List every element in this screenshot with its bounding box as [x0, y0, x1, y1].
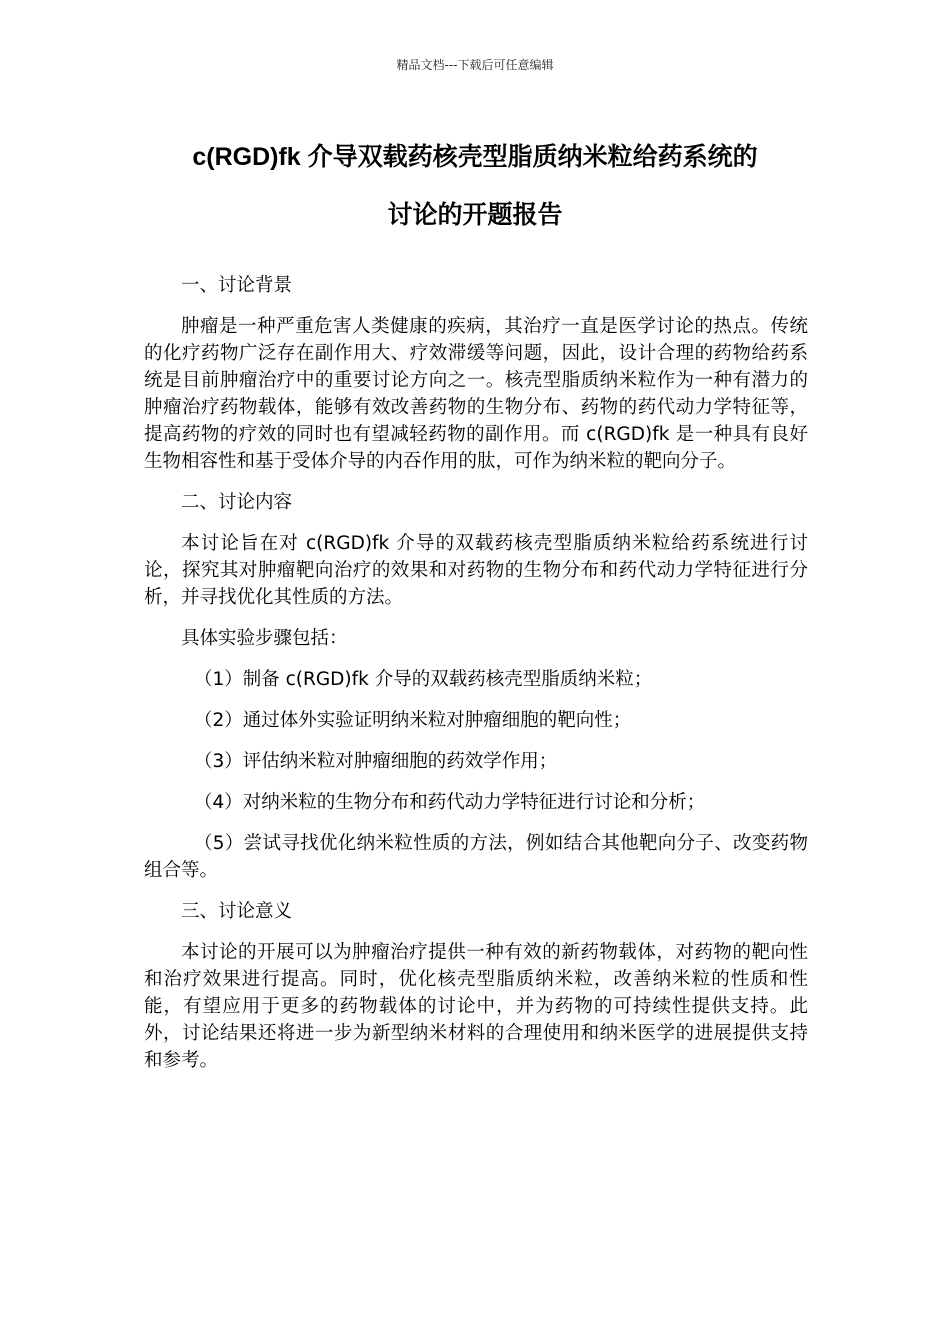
- step-item-1: （1）制备 c(RGD)fk 介导的双载药核壳型脂质纳米粒；: [193, 669, 653, 690]
- page-header: 精品文档---下载后可任意编辑: [396, 58, 554, 72]
- background-paragraph: 肿瘤是一种严重危害人类健康的疾病，其治疗一直是医学讨论的热点。传统的化疗药物广泛存在副作用大、疗效滞缓等问题，因此，设计合理的药物给药系统是目前肿瘤治疗中的重要讨论方向之一。核壳型脂质纳米粒作为一种有潜力的肿瘤治疗药物载体，能够有效改善药物的生物分布、药物的药代动力学特征等，提高药物的疗效的同时也有望减轻药物的副作用。而 c(RGD)fk 是一种具有良好生物相容性和基于受体介导的内吞作用的肽，可作为纳米粒的靶向分子。: [144, 316, 808, 472]
- steps-intro: 具体实验步骤包括：: [181, 628, 348, 649]
- document-title: [120, 128, 830, 244]
- section-heading-content: 二、讨论内容: [181, 492, 293, 513]
- document-title-line-2: 讨论的开题报告: [387, 201, 563, 229]
- document-body: [144, 272, 808, 1088]
- significance-paragraph: 本讨论的开展可以为肿瘤治疗提供一种有效的新药物载体，对药物的靶向性和治疗效果进行提高。同时，优化核壳型脂质纳米粒，改善纳米粒的性质和性能，有望应用于更多的药物载体的讨论中，并为药物的可持续性提供支持。此外，讨论结果还将进一步为新型纳米材料的合理使用和纳米医学的进展提供支持和参考。: [144, 942, 808, 1071]
- section-heading-significance: 三、讨论意义: [181, 901, 293, 922]
- section-heading-background: 一、讨论背景: [181, 275, 293, 296]
- step-item-4: （4）对纳米粒的生物分布和药代动力学特征进行讨论和分析；: [193, 792, 706, 813]
- document-title-line-1: c(RGD)fk 介导双载药核壳型脂质纳米粒给药系统的: [192, 143, 758, 171]
- step-item-2: （2）通过体外实验证明纳米粒对肿瘤细胞的靶向性；: [193, 710, 632, 731]
- content-paragraph: 本讨论旨在对 c(RGD)fk 介导的双载药核壳型脂质纳米粒给药系统进行讨论，探究其对肿瘤靶向治疗的效果和对药物的生物分布和药代动力学特征进行分析，并寻找优化其性质的方法。: [144, 533, 808, 608]
- step-item-3: （3）评估纳米粒对肿瘤细胞的药效学作用；: [193, 751, 558, 772]
- step-item-5: （5）尝试寻找优化纳米粒性质的方法，例如结合其他靶向分子、改变药物组合等。: [144, 833, 808, 881]
